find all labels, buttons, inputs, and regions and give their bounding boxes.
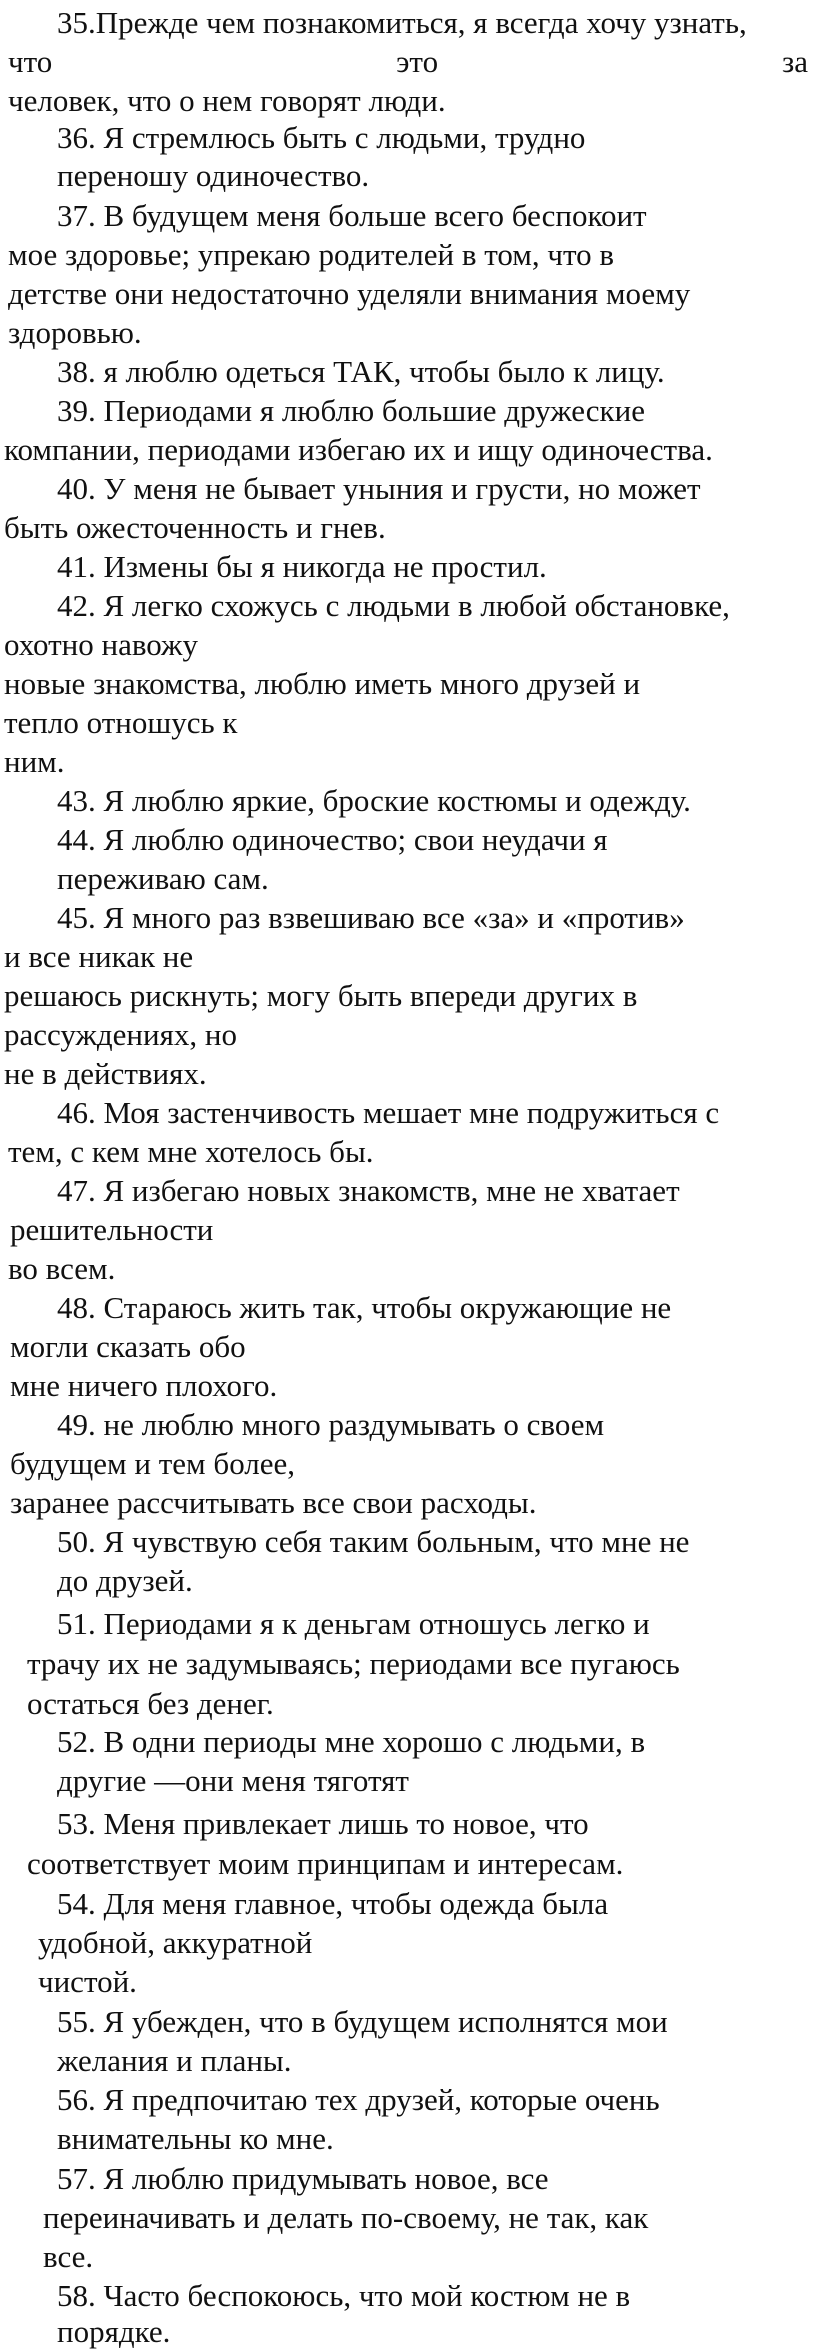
text-line: детстве они недостаточно уделяли внимания моему <box>8 276 691 311</box>
text-line: 37. В будущем меня больше всего беспокоит <box>57 198 647 233</box>
text-line: 58. Часто беспокоюсь, что мой костюм не в <box>57 2278 631 2313</box>
text-line: 56. Я предпочитаю тех друзей, которые очень <box>57 2082 660 2117</box>
text-line: 53. Меня привлекает лишь то новое, что <box>57 1806 589 1841</box>
text-line: мое здоровье; упрекаю родителей в том, что в <box>8 237 614 272</box>
text-line: остаться без денег. <box>27 1686 274 1721</box>
justified-text-line <box>8 44 808 80</box>
text-line: другие —они меня тяготят <box>57 1763 409 1798</box>
text-line: порядке. <box>57 2314 171 2349</box>
text-line: охотно навожу <box>4 627 198 662</box>
word: это <box>396 44 439 79</box>
text-line: 50. Я чувствую себя таким больным, что мне не <box>57 1524 690 1559</box>
word: что <box>8 44 53 79</box>
text-line: трачу их не задумываясь; периодами все пугаюсь <box>27 1646 680 1681</box>
text-line: 45. Я много раз взвешиваю все «за» и «против» <box>57 900 685 935</box>
text-line: 36. Я стремлюсь быть с людьми, трудно <box>57 120 586 155</box>
text-line: 55. Я убежден, что в будущем исполнятся мои <box>57 2004 668 2039</box>
text-line: 57. Я люблю придумывать новое, все <box>57 2161 549 2196</box>
text-line: 49. не люблю много раздумывать о своем <box>57 1407 605 1442</box>
word: за <box>781 44 808 79</box>
text-line: 52. В одни периоды мне хорошо с людьми, в <box>57 1724 646 1759</box>
text-line: 54. Для меня главное, чтобы одежда была <box>57 1886 609 1921</box>
text-line: 48. Стараюсь жить так, чтобы окружающие не <box>57 1290 672 1325</box>
text-line: соответствует моим принципам и интересам. <box>27 1846 624 1881</box>
text-line: 46. Моя застенчивость мешает мне подружиться с <box>57 1095 720 1130</box>
text-line: ним. <box>4 744 65 779</box>
text-line: здоровью. <box>8 315 142 350</box>
text-line: человек, что о нем говорят люди. <box>8 83 446 118</box>
text-line: 47. Я избегаю новых знакомств, мне не хватает <box>57 1173 680 1208</box>
text-line: тепло отношусь к <box>4 705 238 740</box>
text-line: 43. Я люблю яркие, броские костюмы и одежду. <box>57 783 691 818</box>
text-line: решительности <box>10 1212 214 1247</box>
text-line: тем, с кем мне хотелось бы. <box>8 1134 374 1169</box>
text-line: 38. я люблю одеться ТАК, чтобы было к лицу. <box>57 354 665 389</box>
text-line: до друзей. <box>57 1563 193 1598</box>
text-line: внимательны ко мне. <box>57 2121 334 2156</box>
text-line: компании, периодами избегаю их и ищу одиночества. <box>4 432 713 467</box>
text-line: переношу одиночество. <box>57 158 370 193</box>
text-line: решаюсь рискнуть; могу быть впереди других в <box>4 978 638 1013</box>
text-line: не в действиях. <box>4 1056 207 1091</box>
text-line: переживаю сам. <box>57 861 269 896</box>
text-line: заранее рассчитывать все свои расходы. <box>10 1485 537 1520</box>
text-line: во всем. <box>8 1251 116 1286</box>
text-line: чистой. <box>38 1964 137 1999</box>
text-line: 35.Прежде чем познакомиться, я всегда хочу узнать, <box>57 5 747 40</box>
text-line: 40. У меня не бывает уныния и грусти, но может <box>57 471 701 506</box>
text-line: рассуждениях, но <box>4 1017 237 1052</box>
text-line: 42. Я легко схожусь с людьми в любой обстановке, <box>57 588 730 623</box>
text-line: быть ожесточенность и гнев. <box>4 510 386 545</box>
text-line: и все никак не <box>4 939 194 974</box>
text-line: будущем и тем более, <box>10 1446 296 1481</box>
text-line: 44. Я люблю одиночество; свои неудачи я <box>57 822 608 857</box>
text-line: желания и планы. <box>57 2043 292 2078</box>
text-line: 51. Периодами я к деньгам отношусь легко и <box>57 1606 650 1641</box>
text-line: 39. Периодами я люблю большие дружеские <box>57 393 645 428</box>
text-line: удобной, аккуратной <box>38 1925 313 1960</box>
text-line: 41. Измены бы я никогда не простил. <box>57 549 547 584</box>
text-line: могли сказать обо <box>10 1329 246 1364</box>
text-line: мне ничего плохого. <box>10 1368 278 1403</box>
text-line: переиначивать и делать по-своему, не так, как <box>43 2200 649 2235</box>
text-line: новые знакомства, люблю иметь много друзей и <box>4 666 641 701</box>
text-line: все. <box>43 2239 94 2274</box>
